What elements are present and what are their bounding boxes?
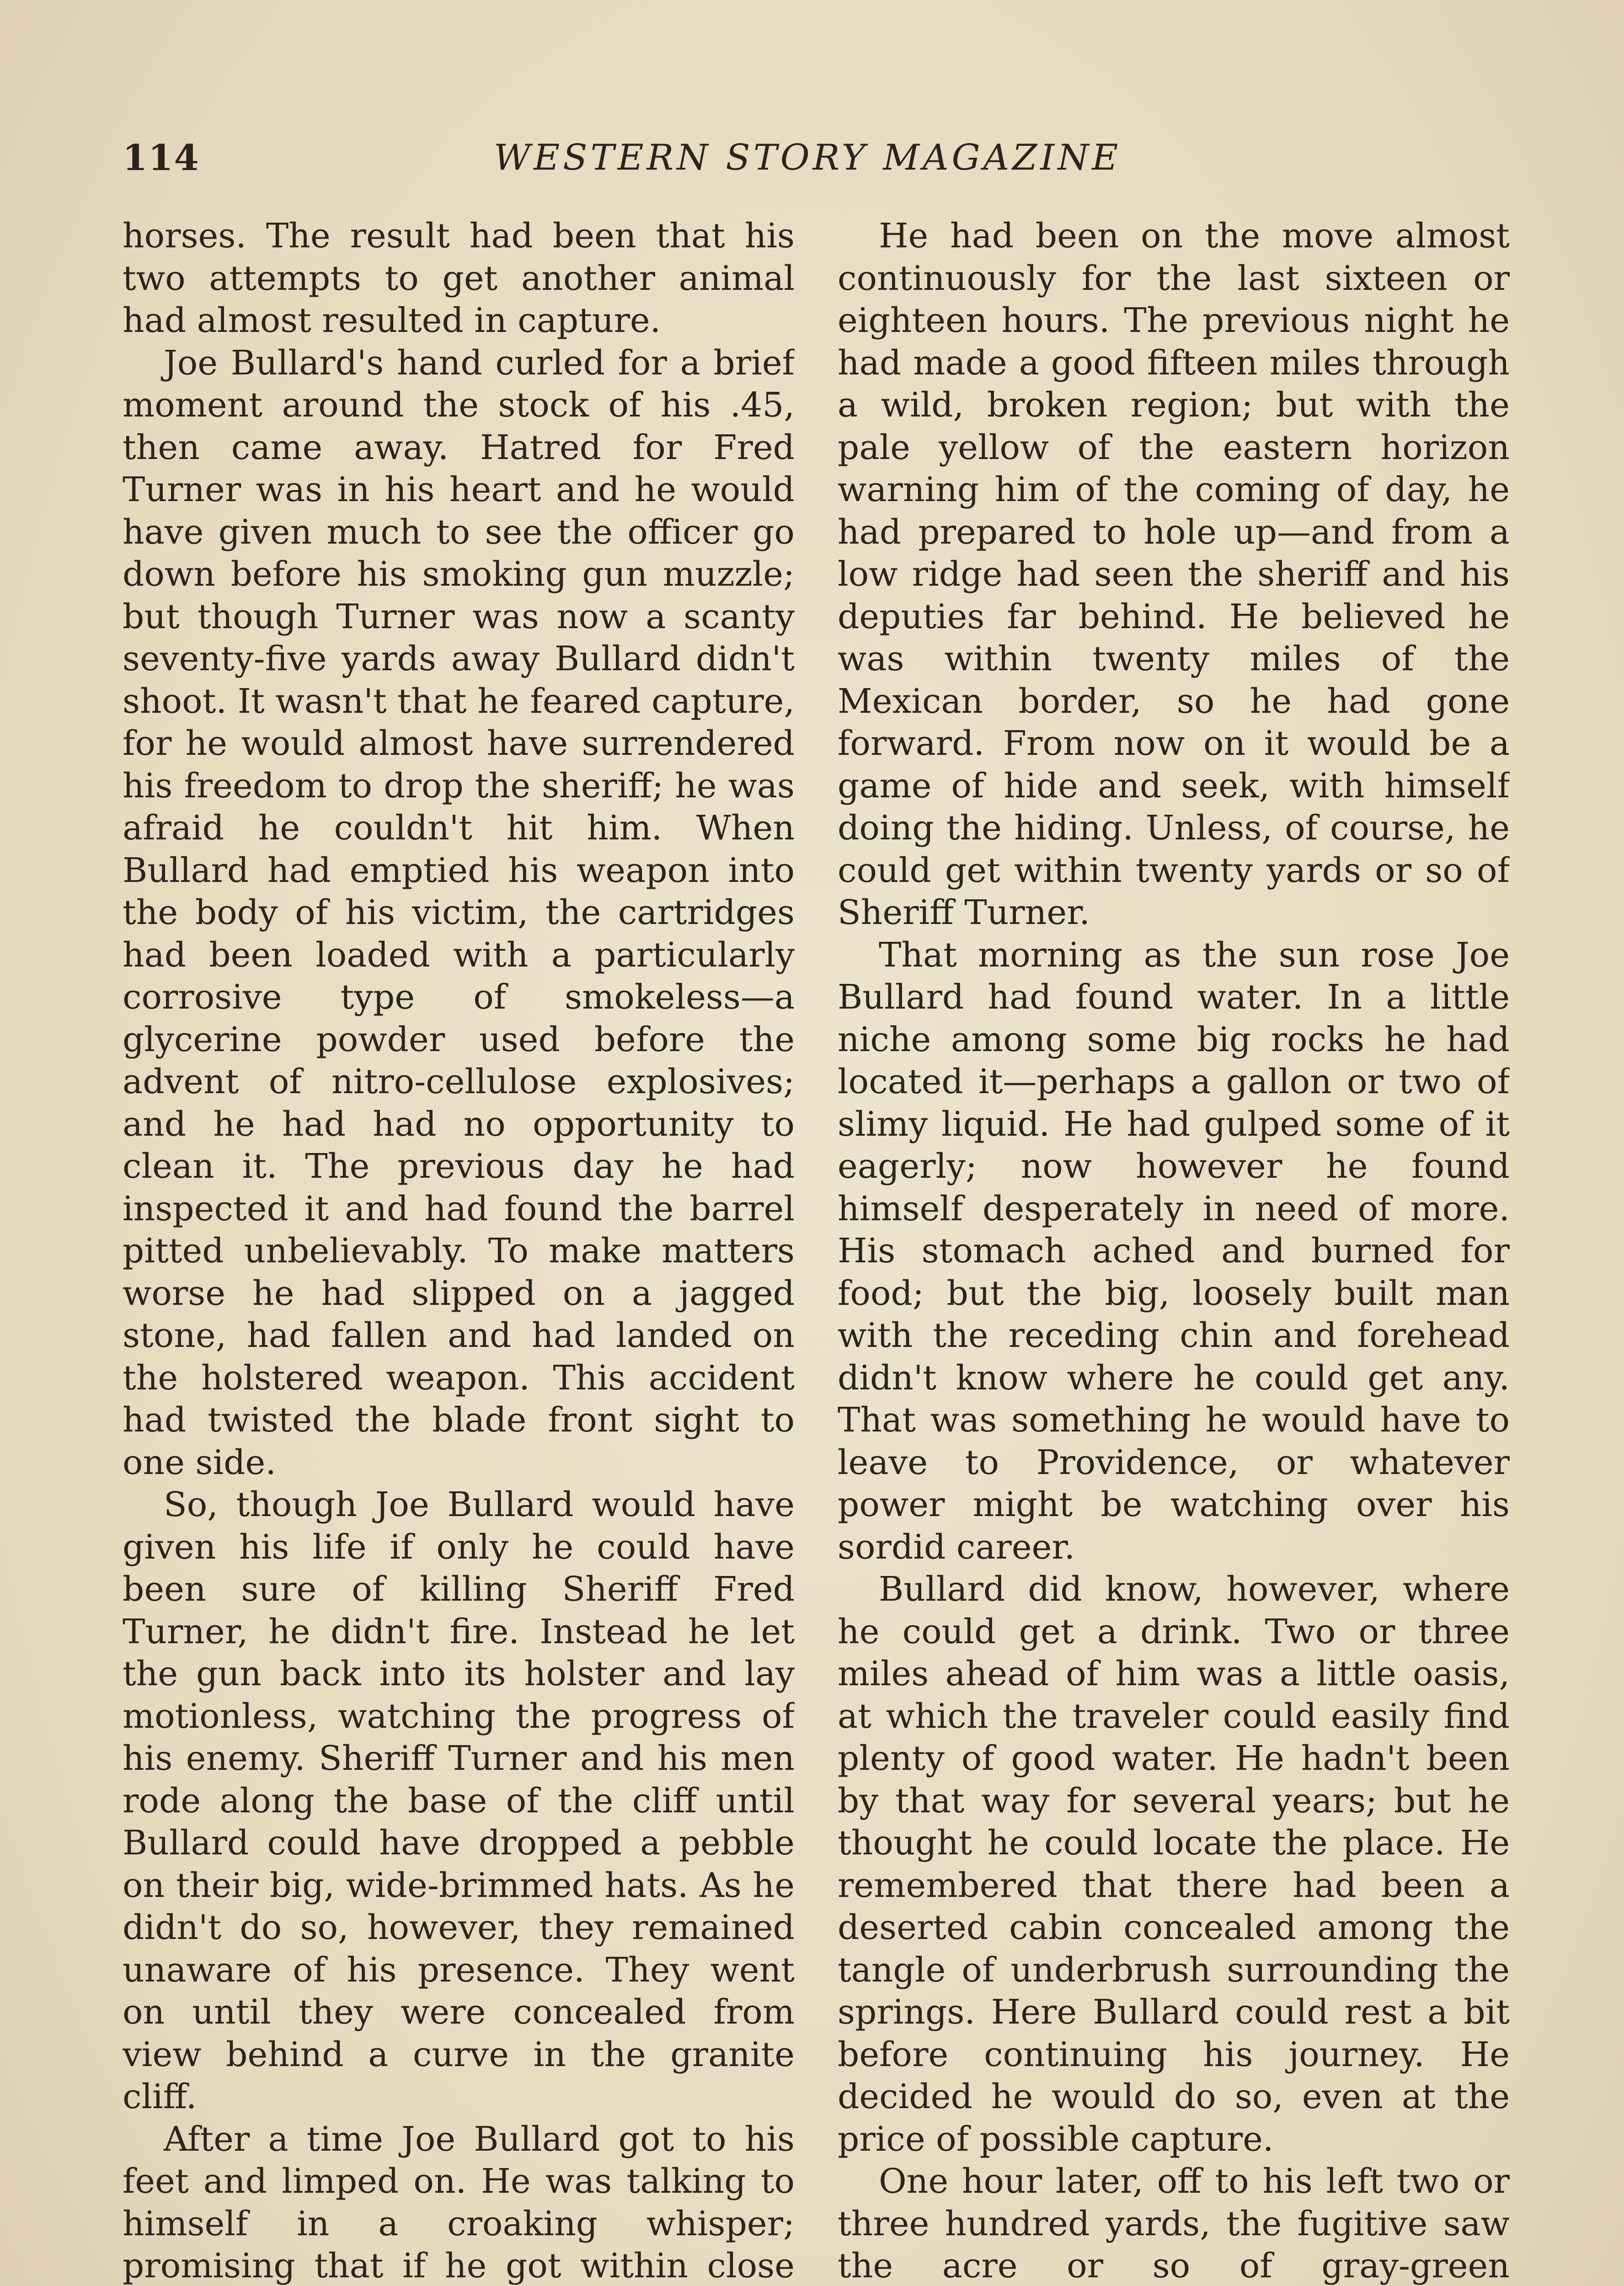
right-column: [838, 215, 1510, 2286]
paragraph: So, though Joe Bullard would have given his life if only he could have been sure of killing Sheriff Fred Turner, he didn't fire. Instead he let the gun back into its holster and lay motionless, watching the progress of his enemy. Sheriff Turner and his men rode along the base of the cliff until Bullard could have dropped a pebble on their big, wide-brimmed hats. As he didn't do so, however, they remained unaware of his presence. They went on until they were concealed from view behind a curve in the granite cliff.: [123, 1485, 795, 2116]
paragraph: Bullard did know, however, where he could get a drink. Two or three miles ahead of him was a little oasis, at which the traveler could easily find plenty of good water. He hadn't been by that way for several years; but he thought he could locate the place. He remembered that there had been a deserted cabin concealed among the tangle of underbrush surrounding the springs. Here Bullard could rest a bit before continuing his journey. He decided he would do so, even at the price of possible capture.: [838, 1570, 1510, 2159]
paragraph: One hour later, off to his left two or three hundred yards, the fugitive saw the acre or so of gray-green: [838, 2162, 1510, 2286]
running-head: WESTERN STORY MAGAZINE: [494, 137, 1122, 178]
page-number: 114: [123, 137, 200, 179]
paragraph: After a time Joe Bullard got to his feet and limped on. He was talking to himself in a croaking whisper; promising that if he got within close: [123, 2119, 795, 2286]
paragraph: He had been on the move almost continuously for the last sixteen or eighteen hours. The previous night he had made a good fifteen miles through a wild, broken region; but with the pale yellow of the eastern horizon warning him of the coming of day, he had prepared to hole up—and from a low ridge had seen the sheriff and his deputies far behind. He believed he was within twenty miles of the Mexican border, so he had gone forward. From now on it would be a game of hide and seek, with himself doing the hiding. Unless, of course, he could get within twenty yards or so of Sheriff Turner.: [838, 216, 1510, 932]
left-column: [123, 215, 795, 2286]
paragraph: That morning as the sun rose Joe Bullard had found water. In a little niche among some big rocks he had located it—perhaps a gallon or two of slimy liquid. He had gulped some of it eagerly; now however he found himself desperately in need of more. His stomach ached and burned for food; but the big, loosely built man with the receding chin and forehead didn't know where he could get any. That was something he would have to leave to Providence, or whatever power might be watching over his sordid career.: [838, 935, 1510, 1567]
paragraph: horses. The result had been that his two attempts to get another animal had almost resulted in capture.: [123, 216, 795, 340]
paragraph: Joe Bullard's hand curled for a brief moment around the stock of his .45, then came away. Hatred for Fred Turner was in his heart and he would have given much to see the officer go down before his smoking gun muzzle; but though Turner was now a scanty seventy-five yards away Bullard didn't shoot. It wasn't that he feared capture, for he would almost have surrendered his freedom to drop the sheriff; he was afraid he couldn't hit him. When Bullard had emptied his weapon into the body of his victim, the cartridges had been loaded with a particularly corrosive type of smokeless—a glycerine powder used before the advent of nitro-cellulose explosives; and he had had no opportunity to clean it. The previous day he had inspected it and had found the barrel pitted unbelievably. To make matters worse he had slipped on a jagged stone, had fallen and had landed on the holstered weapon. This accident had twisted the blade front sight to one side.: [123, 343, 795, 1482]
